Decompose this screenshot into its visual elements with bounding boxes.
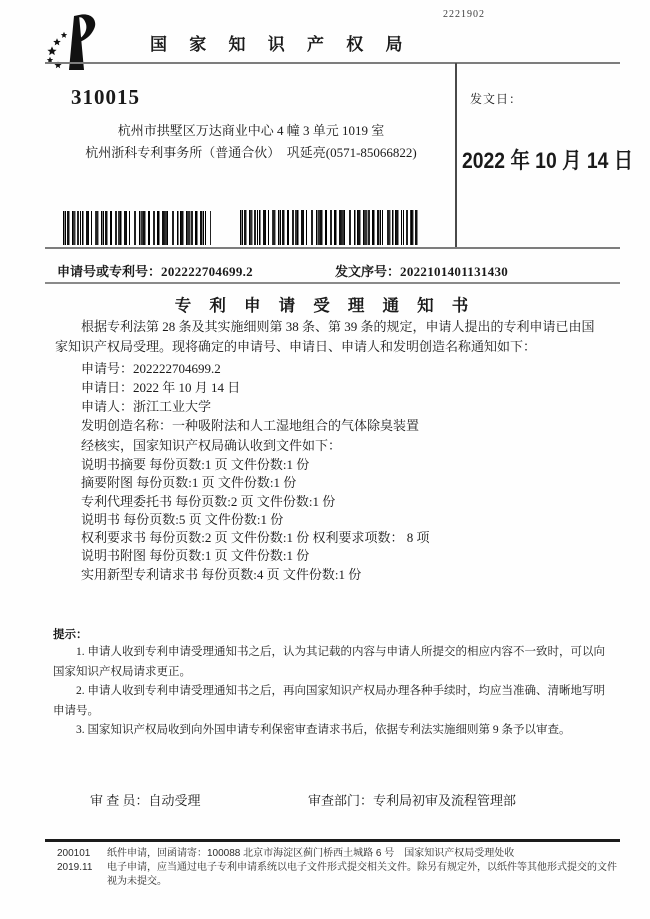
recipient-agency: 杭州浙科专利事务所（普通合伙） 巩延亮(0571-85066822): [85, 145, 417, 160]
notice-title: 专 利 申 请 受 理 通 知 书: [174, 296, 476, 315]
agency-title: 国 家 知 识 产 权 局: [150, 35, 412, 54]
confirmation-line: 经核实，国家知识产权局确认收到文件如下：: [81, 438, 342, 453]
application-fields: [55, 359, 603, 435]
document-code: 2221902: [443, 9, 485, 20]
department-label: 审查部门：: [308, 793, 374, 808]
examiner-value: 自动受理: [148, 793, 201, 808]
footer-efiling-line: 电子申请，应当通过电子专利申请系统以电子文件形式提交相关文件。除另有规定外，以纸件等其他形式提交的文件视为未提交。: [107, 862, 617, 887]
issue-date-divider: [455, 63, 457, 247]
tip-item: 1. 申请人收到专利申请受理通知书之后，认为其记载的内容与申请人所提交的相应内容不一致时，可以向国家知识产权局请求更正。: [53, 646, 605, 678]
application-number-row: [57, 261, 253, 280]
application-number-value: 202222704699.2: [161, 264, 253, 279]
serial-number-value: 2022101401131430: [400, 264, 509, 279]
field-filing-date: 申请日：2022 年 10 月 14 日: [81, 380, 241, 395]
document-item: 说明书附图 每份页数:1 页 文件份数:1 份: [81, 548, 310, 564]
field-applicant: 申请人：浙江工业大学: [81, 399, 212, 414]
postal-code: 310015: [71, 85, 140, 109]
field-invention-title: 发明创造名称：一种吸附法和人工湿地组合的气体除臭装置: [81, 418, 420, 433]
footer-form-code: 200101: [57, 848, 91, 859]
examiner-row: [90, 790, 201, 809]
cnipa-logo-icon: [44, 13, 96, 76]
footer-form-revision: 2019.11: [57, 862, 93, 873]
intro-paragraph: 根据专利法第 28 条及其实施细则第 38 条、第 39 条的规定，申请人提出的专利申请已由国家知识产权局受理。现将确定的申请号、申请日、申请人和发明创造名称通知如下：: [55, 319, 595, 354]
footer-paper-filing-line: 纸件申请，回函请寄：100088 北京市海淀区蓟门桥西土城路 6 号 国家知识产权局受理处收: [107, 848, 515, 859]
tip-item: 3. 国家知识产权局收到向外国申请专利保密审查请求书后，依据专利法实施细则第 9 条予以审查。: [76, 724, 571, 736]
barcode-serial-number: [240, 210, 418, 245]
footer-form-codes: [57, 847, 92, 875]
field-application-number: 申请号：202222704699.2: [81, 361, 221, 376]
document-item: 说明书摘要 每份页数:1 页 文件份数:1 份: [81, 457, 310, 472]
tips-list: [53, 643, 605, 741]
department-row: [308, 790, 516, 809]
footer-rule: [45, 839, 620, 842]
issue-date-label: 发文日：: [470, 92, 523, 106]
document-item: 专利代理委托书 每份页数:2 页 文件份数:1 份: [81, 493, 336, 509]
application-number-label: 申请号或专利号：: [57, 264, 162, 279]
examiner-label: 审 查 员：: [90, 793, 149, 808]
department-value: 专利局初审及流程管理部: [373, 793, 517, 808]
footer-instructions: [107, 847, 617, 889]
document-item: 实用新型专利请求书 每份页数:4 页 文件份数:1 份: [81, 566, 362, 582]
issue-date-value: 2022 年 10 月 14 日: [462, 148, 634, 173]
barcode-rule: [45, 247, 620, 249]
received-documents-list: [55, 456, 603, 584]
serial-number-row: [335, 261, 508, 280]
recipient-address: 杭州市拱墅区万达商业中心 4 幢 3 单元 1019 室: [117, 123, 385, 138]
tip-item: 2. 申请人收到专利申请受理通知书之后，再向国家知识产权局办理各种手续时，均应当准确、清晰地写明申请号。: [53, 685, 605, 717]
tips-label: 提示：: [53, 629, 88, 641]
document-item: 权利要求书 每份页数:2 页 文件份数:1 份 权利要求项数： 8 项: [81, 530, 430, 546]
barcode-application-number: [63, 211, 211, 245]
serial-number-label: 发文序号：: [335, 264, 401, 279]
header-rule: [45, 62, 620, 64]
numbers-rule: [45, 282, 620, 284]
document-item: 摘要附图 每份页数:1 页 文件份数:1 份: [81, 475, 297, 491]
document-item: 说明书 每份页数:5 页 文件份数:1 份: [81, 511, 284, 527]
